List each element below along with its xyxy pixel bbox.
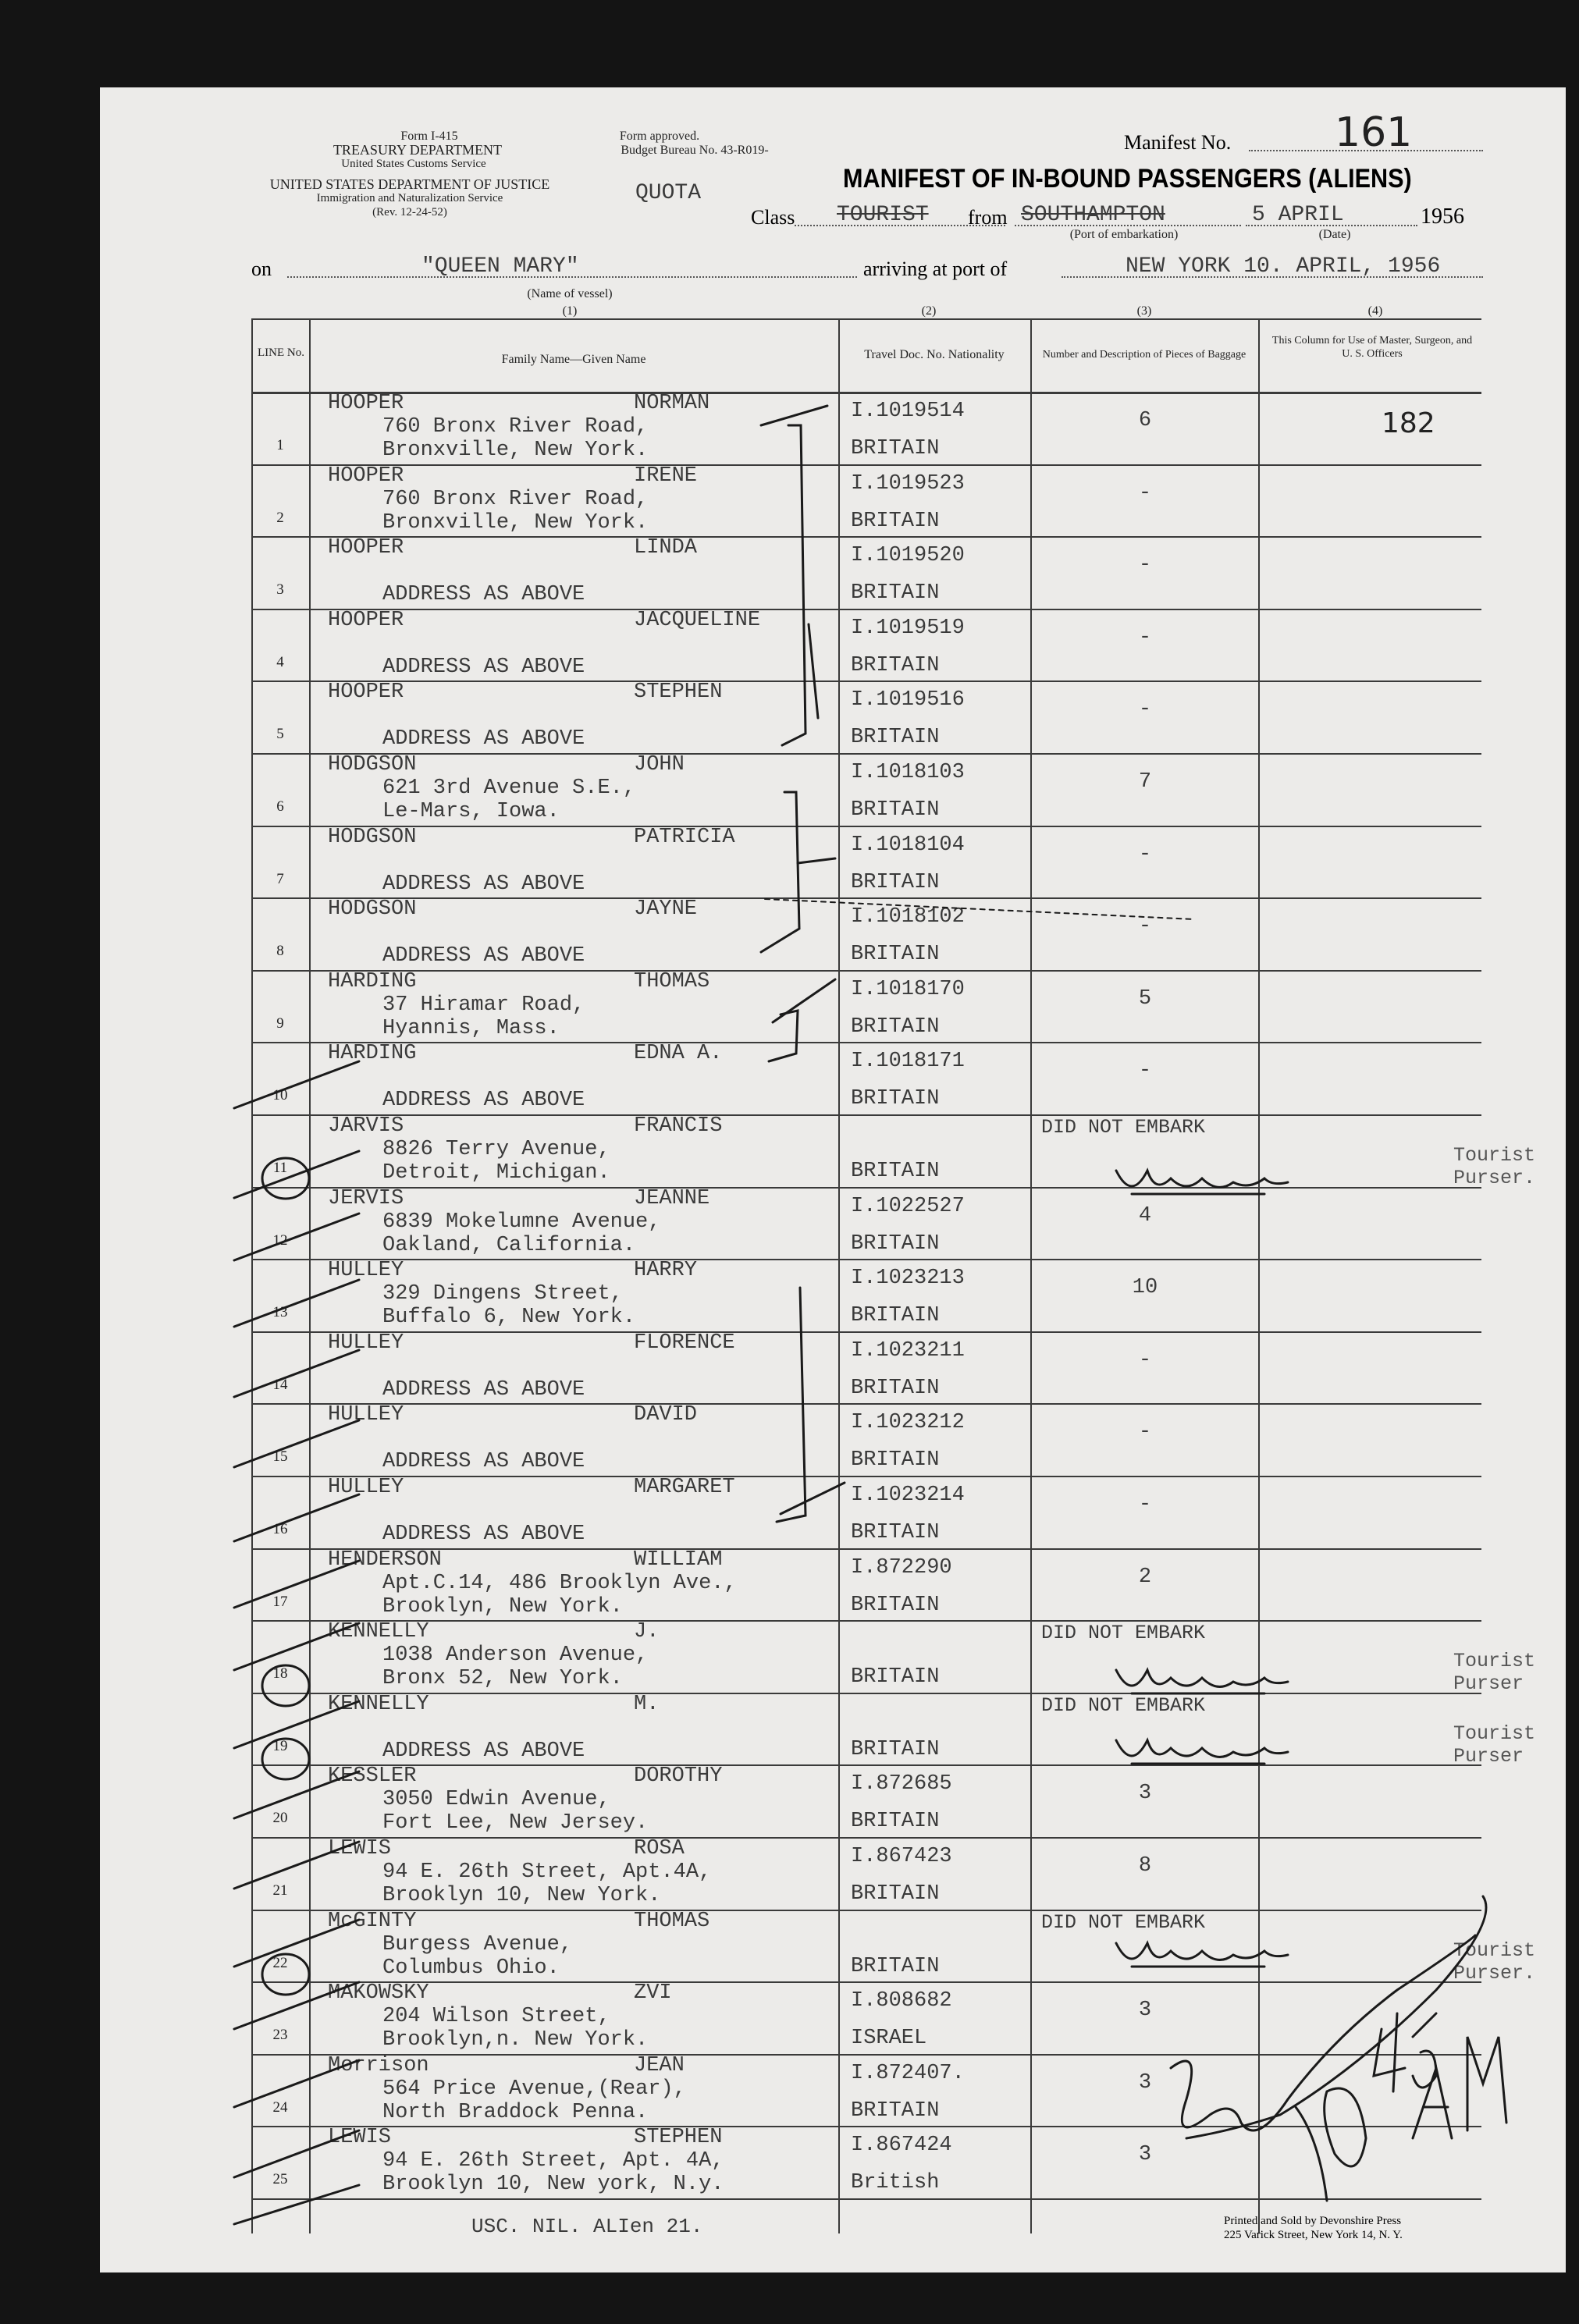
nationality: BRITAIN bbox=[851, 943, 940, 967]
given-name: STEPHEN bbox=[634, 680, 723, 705]
family-name: JERVIS bbox=[328, 1186, 404, 1210]
nationality: BRITAIN bbox=[851, 1231, 940, 1256]
family-name: HARDING bbox=[328, 969, 417, 993]
customs-service: United States Customs Service bbox=[341, 158, 486, 170]
line-number: 22 bbox=[272, 1954, 288, 1971]
from-label: from bbox=[968, 206, 1008, 229]
travel-doc-number: I.1023212 bbox=[851, 1411, 965, 1435]
address-line2: ADDRESS AS ABOVE bbox=[382, 1089, 585, 1113]
table-row bbox=[251, 1692, 1536, 1768]
given-name: DAVID bbox=[634, 1403, 698, 1427]
quota-stamp: QUOTA bbox=[635, 181, 702, 205]
address-line2: Columbus Ohio. bbox=[382, 1956, 560, 1980]
family-name: HOOPER bbox=[328, 464, 404, 488]
address-line2: Bronxville, New York. bbox=[382, 439, 649, 462]
travel-doc-number: I.1018170 bbox=[851, 977, 965, 1001]
table-row bbox=[251, 1042, 1481, 1116]
given-name: ROSA bbox=[634, 1837, 685, 1860]
family-name: JARVIS bbox=[328, 1114, 404, 1138]
family-name: LEWIS bbox=[328, 2126, 392, 2150]
given-name: FRANCIS bbox=[634, 1114, 723, 1138]
date-caption: (Date) bbox=[1318, 228, 1351, 241]
manifest-label: Manifest No. bbox=[1124, 131, 1232, 154]
nationality: BRITAIN bbox=[851, 581, 940, 606]
table-row bbox=[251, 536, 1481, 610]
col-header-name: Family Name—Given Name bbox=[501, 353, 646, 366]
nationality: BRITAIN bbox=[851, 1448, 940, 1473]
family-name: HARDING bbox=[328, 1042, 417, 1066]
baggage-count: 3 bbox=[1138, 1782, 1152, 1806]
family-name: HULLEY bbox=[328, 1403, 404, 1427]
line-number: 20 bbox=[272, 1810, 288, 1827]
nationality: BRITAIN bbox=[851, 2098, 940, 2123]
officer-note: Tourist Purser. bbox=[1453, 1938, 1536, 1985]
given-name: STEPHEN bbox=[634, 2126, 723, 2150]
line-number: 8 bbox=[276, 943, 284, 960]
address-line1: 621 3rd Avenue S.E., bbox=[382, 776, 636, 800]
line-number: 24 bbox=[272, 2098, 288, 2116]
line-number: 7 bbox=[276, 870, 284, 887]
family-name: HOOPER bbox=[328, 536, 404, 560]
address-line2: Oakland, California. bbox=[382, 1233, 636, 1257]
arriving-label: arriving at port of bbox=[863, 258, 1008, 280]
family-name: HULLEY bbox=[328, 1331, 404, 1355]
given-name: EDNA A. bbox=[634, 1042, 723, 1066]
nationality: British bbox=[851, 2171, 940, 2195]
travel-doc-number: I.1018102 bbox=[851, 905, 965, 929]
baggage-count: - bbox=[1138, 553, 1152, 577]
baggage-count: 4 bbox=[1138, 1203, 1152, 1228]
col3-num: (3) bbox=[1136, 304, 1152, 318]
travel-doc-number: I.867424 bbox=[851, 2134, 952, 2158]
address-line2: ADDRESS AS ABOVE bbox=[382, 1450, 585, 1474]
family-name: HODGSON bbox=[328, 825, 417, 849]
nationality: BRITAIN bbox=[851, 798, 940, 822]
vessel-caption: (Name of vessel) bbox=[527, 287, 613, 300]
did-not-embark-note: DID NOT EMBARK bbox=[1041, 1622, 1206, 1645]
table-row bbox=[251, 2054, 1481, 2128]
table-row bbox=[251, 970, 1481, 1044]
table-row bbox=[251, 680, 1481, 755]
table-row bbox=[251, 753, 1481, 827]
line-number: 25 bbox=[272, 2171, 288, 2188]
family-name: HULLEY bbox=[328, 1476, 404, 1499]
on-label: on bbox=[251, 258, 272, 280]
line-number: 6 bbox=[276, 798, 284, 815]
table-row bbox=[251, 1909, 1536, 1985]
nationality: BRITAIN bbox=[851, 1015, 940, 1039]
form-number: Form I-415 bbox=[400, 130, 458, 143]
address-line2: Brooklyn,n. New York. bbox=[382, 2028, 649, 2052]
line-number: 17 bbox=[272, 1593, 288, 1610]
address-line2: ADDRESS AS ABOVE bbox=[382, 655, 585, 679]
form-approved: Form approved. bbox=[619, 130, 700, 143]
nationality: BRITAIN bbox=[851, 726, 940, 750]
table-row bbox=[251, 1476, 1481, 1550]
baggage-count: - bbox=[1138, 625, 1152, 649]
from-value: SOUTHAMPTON bbox=[1021, 203, 1165, 227]
travel-doc-number: I.1018171 bbox=[851, 1050, 965, 1074]
baggage-count: - bbox=[1138, 915, 1152, 939]
family-name: HOOPER bbox=[328, 680, 404, 705]
officer-note: Tourist Purser. bbox=[1453, 1144, 1536, 1189]
baggage-count: - bbox=[1138, 1348, 1152, 1372]
baggage-count: 3 bbox=[1138, 1999, 1152, 2023]
travel-doc-number: I.808682 bbox=[851, 1989, 952, 2013]
given-name: FLORENCE bbox=[634, 1331, 735, 1355]
address-line2: ADDRESS AS ABOVE bbox=[382, 1523, 585, 1546]
revision: (Rev. 12-24-52) bbox=[372, 206, 447, 219]
travel-doc-number: I.1023213 bbox=[851, 1267, 965, 1291]
address-line2: Brooklyn 10, New york, N.y. bbox=[382, 2173, 724, 2197]
col2-num: (2) bbox=[921, 304, 937, 318]
line-number: 16 bbox=[272, 1521, 288, 1537]
baggage-count: 2 bbox=[1138, 1565, 1152, 1589]
table-row bbox=[251, 1981, 1481, 2056]
address-line2: Le-Mars, Iowa. bbox=[382, 800, 560, 823]
travel-doc-number: I.1018103 bbox=[851, 761, 965, 784]
printer-line2: 225 Varick Street, New York 14, N. Y. bbox=[1224, 2229, 1403, 2241]
date-value: 5 APRIL bbox=[1252, 203, 1344, 227]
nationality: ISRAEL bbox=[851, 2027, 927, 2051]
table-row bbox=[251, 392, 1481, 466]
given-name: JAYNE bbox=[634, 897, 698, 922]
travel-doc-number: I.1019514 bbox=[851, 400, 965, 423]
line-number: 9 bbox=[276, 1015, 284, 1032]
family-name: MAKOWSKY bbox=[328, 1981, 429, 2006]
given-name: NORMAN bbox=[634, 392, 710, 415]
col-header-officers: This Column for Use of Master, Surgeon, and U. S. Officers bbox=[1271, 335, 1473, 360]
baggage-count: - bbox=[1138, 698, 1152, 722]
table-row bbox=[251, 1620, 1536, 1696]
line-number: 1 bbox=[276, 437, 284, 453]
officer-note: Tourist Purser bbox=[1453, 1650, 1536, 1696]
budget-bureau: Budget Bureau No. 43-R019- bbox=[621, 144, 769, 157]
nationality: BRITAIN bbox=[851, 870, 940, 894]
address-line2: Fort Lee, New Jersey. bbox=[382, 1811, 649, 1835]
baggage-count: 8 bbox=[1138, 1854, 1152, 1878]
travel-doc-number: I.872407. bbox=[851, 2061, 965, 2085]
family-name: HOOPER bbox=[328, 608, 404, 632]
given-name: THOMAS bbox=[634, 1909, 710, 1933]
address-line2: ADDRESS AS ABOVE bbox=[382, 1377, 585, 1402]
date-line bbox=[1246, 225, 1417, 226]
table-row bbox=[251, 1403, 1481, 1477]
address-line1: 6839 Mokelumne Avenue, bbox=[382, 1210, 661, 1234]
address-line2: Hyannis, Mass. bbox=[382, 1016, 560, 1040]
travel-doc-number: I.872685 bbox=[851, 1772, 952, 1796]
did-not-embark-note: DID NOT EMBARK bbox=[1041, 1910, 1206, 1934]
travel-doc-number: I.867423 bbox=[851, 1845, 952, 1868]
address-line1: 37 Hiramar Road, bbox=[382, 993, 585, 1017]
travel-doc-number: I.1019520 bbox=[851, 544, 965, 568]
family-name: HENDERSON bbox=[328, 1548, 442, 1572]
given-name: PATRICIA bbox=[634, 825, 735, 849]
family-name: McGINTY bbox=[328, 1909, 417, 1933]
travel-doc-number: I.1019516 bbox=[851, 688, 965, 712]
travel-doc-number: I.1023214 bbox=[851, 1484, 965, 1507]
address-line1: 94 E. 26th Street, Apt. 4A, bbox=[382, 2149, 724, 2173]
baggage-count: 6 bbox=[1138, 409, 1152, 432]
address-line2: Brooklyn, New York. bbox=[382, 1594, 623, 1619]
arrival-value: NEW YORK 10. APRIL, 1956 bbox=[1126, 254, 1441, 279]
family-name: HOOPER bbox=[328, 392, 404, 415]
col1-num: (1) bbox=[562, 304, 578, 318]
address-line1: 8826 Terry Avenue, bbox=[382, 1138, 610, 1161]
baggage-count: - bbox=[1138, 1059, 1152, 1083]
address-line2: ADDRESS AS ABOVE bbox=[382, 944, 585, 968]
address-line1: 3050 Edwin Avenue, bbox=[382, 1788, 610, 1812]
travel-doc-number: I.1019523 bbox=[851, 471, 965, 496]
travel-doc-number: I.1018104 bbox=[851, 833, 965, 857]
given-name: THOMAS bbox=[634, 969, 710, 993]
given-name: JEANNE bbox=[634, 1186, 710, 1210]
given-name: HARRY bbox=[634, 1259, 698, 1283]
address-line1: Burgess Avenue, bbox=[382, 1932, 573, 1956]
address-line1: 564 Price Avenue,(Rear), bbox=[382, 2077, 686, 2101]
address-line1: 1038 Anderson Avenue, bbox=[382, 1644, 649, 1668]
given-name: M. bbox=[634, 1692, 660, 1716]
did-not-embark-note: DID NOT EMBARK bbox=[1041, 1693, 1206, 1717]
travel-doc-number: I.1023211 bbox=[851, 1338, 965, 1363]
table-row bbox=[251, 826, 1481, 900]
line-number: 10 bbox=[272, 1087, 288, 1104]
baggage-count: 5 bbox=[1138, 986, 1152, 1011]
address-line2: North Braddock Penna. bbox=[382, 2100, 649, 2124]
family-name: LEWIS bbox=[328, 1837, 392, 1860]
nationality: BRITAIN bbox=[851, 1954, 940, 1978]
table-row bbox=[251, 1331, 1481, 1405]
family-name: KESSLER bbox=[328, 1764, 417, 1789]
given-name: JEAN bbox=[634, 2053, 685, 2077]
family-name: HODGSON bbox=[328, 897, 417, 922]
table-row bbox=[251, 464, 1481, 538]
port-embark-caption: (Port of embarkation) bbox=[1069, 228, 1179, 241]
given-name: JACQUELINE bbox=[634, 608, 761, 632]
address-line2: ADDRESS AS ABOVE bbox=[382, 727, 585, 752]
address-line1: 204 Wilson Street, bbox=[382, 2005, 610, 2029]
given-name: IRENE bbox=[634, 464, 698, 488]
family-name: HODGSON bbox=[328, 753, 417, 776]
travel-doc-number: I.1019519 bbox=[851, 616, 965, 640]
officer-note: 182 bbox=[1382, 407, 1435, 439]
given-name: J. bbox=[634, 1620, 660, 1644]
baggage-count: - bbox=[1138, 1493, 1152, 1516]
line-number: 19 bbox=[272, 1737, 288, 1754]
table-row bbox=[251, 1837, 1481, 1911]
line-number: 4 bbox=[276, 653, 284, 670]
given-name: WILLIAM bbox=[634, 1548, 723, 1572]
manifest-number: 161 bbox=[1335, 109, 1413, 156]
table-top-rule bbox=[251, 318, 1481, 320]
address-line2: ADDRESS AS ABOVE bbox=[382, 872, 585, 896]
address-line2: ADDRESS AS ABOVE bbox=[382, 583, 585, 607]
address-line2: Bronxville, New York. bbox=[382, 510, 649, 535]
officer-note: Tourist Purser bbox=[1453, 1722, 1536, 1768]
line-number: 21 bbox=[272, 1882, 288, 1899]
nationality: BRITAIN bbox=[851, 1882, 940, 1906]
line-number: 18 bbox=[272, 1665, 288, 1683]
line-number: 13 bbox=[272, 1304, 288, 1321]
baggage-count: 10 bbox=[1132, 1276, 1158, 1300]
line-number: 2 bbox=[276, 509, 284, 526]
printer-line1: Printed and Sold by Devonshire Press bbox=[1224, 2215, 1402, 2227]
nationality: BRITAIN bbox=[851, 1376, 940, 1400]
table-row bbox=[251, 2126, 1481, 2200]
line-number: 3 bbox=[276, 581, 284, 599]
address-line1: 94 E. 26th Street, Apt.4A, bbox=[382, 1860, 712, 1884]
line-number: 14 bbox=[272, 1376, 288, 1393]
travel-doc-number: I.872290 bbox=[851, 1555, 952, 1580]
ins: Immigration and Naturalization Service bbox=[316, 192, 503, 204]
vessel-name: "QUEEN MARY" bbox=[421, 254, 579, 279]
table-row bbox=[251, 1259, 1481, 1333]
table-row bbox=[251, 1187, 1481, 1261]
treasury-dept: TREASURY DEPARTMENT bbox=[333, 142, 503, 158]
table-row bbox=[251, 1114, 1536, 1189]
baggage-count: - bbox=[1138, 842, 1152, 866]
class-value: TOURIST bbox=[837, 203, 929, 227]
line-number: 11 bbox=[272, 1160, 288, 1176]
given-name: LINDA bbox=[634, 536, 698, 560]
manifest-title: MANIFEST OF IN-BOUND PASSENGERS (ALIENS) bbox=[843, 164, 1412, 194]
table-row bbox=[251, 609, 1481, 683]
baggage-count: 3 bbox=[1138, 2143, 1152, 2167]
line-number: 12 bbox=[272, 1231, 288, 1249]
given-name: JOHN bbox=[634, 753, 685, 776]
baggage-count: 7 bbox=[1138, 770, 1152, 794]
doj: UNITED STATES DEPARTMENT OF JUSTICE bbox=[269, 176, 550, 192]
given-name: MARGARET bbox=[634, 1476, 735, 1499]
baggage-count: - bbox=[1138, 481, 1152, 505]
table-row bbox=[251, 1548, 1481, 1622]
baggage-count: 3 bbox=[1138, 2070, 1152, 2095]
family-name: HULLEY bbox=[328, 1259, 404, 1283]
nationality: BRITAIN bbox=[851, 437, 940, 460]
family-name: KENNELLY bbox=[328, 1620, 429, 1644]
line-number: 5 bbox=[276, 726, 284, 743]
table-row bbox=[251, 1764, 1481, 1839]
line-number: 23 bbox=[272, 2027, 288, 2044]
family-name: KENNELLY bbox=[328, 1692, 429, 1716]
nationality: BRITAIN bbox=[851, 1521, 940, 1544]
nationality: BRITAIN bbox=[851, 1160, 940, 1183]
address-line1: 329 Dingens Street, bbox=[382, 1282, 623, 1306]
family-name: Morrison bbox=[328, 2053, 429, 2077]
given-name: ZVI bbox=[634, 1981, 672, 2006]
address-line1: Apt.C.14, 486 Brooklyn Ave., bbox=[382, 1571, 737, 1595]
col-header-line: LINE No. bbox=[258, 346, 304, 359]
address-line2: Detroit, Michigan. bbox=[382, 1161, 610, 1185]
address-line2: Brooklyn 10, New York. bbox=[382, 1884, 661, 1907]
nationality: BRITAIN bbox=[851, 1304, 940, 1328]
nationality: BRITAIN bbox=[851, 1737, 940, 1761]
address-line2: ADDRESS AS ABOVE bbox=[382, 1739, 585, 1763]
address-line1: 760 Bronx River Road, bbox=[382, 415, 649, 439]
nationality: BRITAIN bbox=[851, 653, 940, 677]
col4-num: (4) bbox=[1367, 304, 1383, 318]
address-line1: 760 Bronx River Road, bbox=[382, 487, 649, 511]
col-header-doc: Travel Doc. No. Nationality bbox=[864, 348, 1005, 361]
baggage-count: - bbox=[1138, 1420, 1152, 1445]
given-name: DOROTHY bbox=[634, 1764, 723, 1789]
footer-tally: USC. NIL. ALIen 21. bbox=[471, 2215, 703, 2238]
nationality: BRITAIN bbox=[851, 509, 940, 533]
travel-doc-number: I.1022527 bbox=[851, 1194, 965, 1218]
nationality: BRITAIN bbox=[851, 1810, 940, 1834]
did-not-embark-note: DID NOT EMBARK bbox=[1041, 1116, 1206, 1139]
class-label: Class bbox=[751, 206, 795, 229]
line-number: 15 bbox=[272, 1448, 288, 1466]
nationality: BRITAIN bbox=[851, 1593, 940, 1617]
nationality: BRITAIN bbox=[851, 1665, 940, 1690]
col-header-baggage: Number and Description of Pieces of Baggage bbox=[1042, 349, 1246, 361]
table-row bbox=[251, 897, 1481, 972]
nationality: BRITAIN bbox=[851, 1087, 940, 1111]
address-line2: Bronx 52, New York. bbox=[382, 1667, 623, 1691]
address-line2: Buffalo 6, New York. bbox=[382, 1306, 636, 1330]
year: 1956 bbox=[1421, 204, 1464, 229]
